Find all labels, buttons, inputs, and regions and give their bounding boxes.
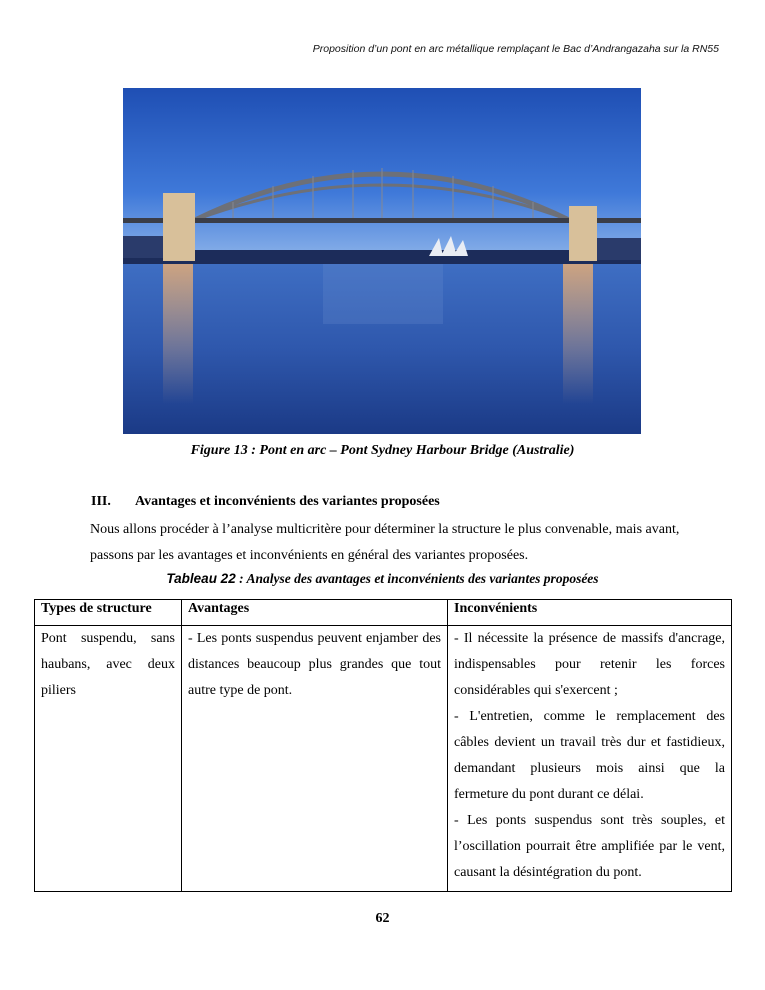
header-avantages: Avantages xyxy=(182,600,448,626)
bridge-photo-icon xyxy=(123,88,641,434)
cell-inconvenients xyxy=(448,626,732,892)
section-title: Avantages et inconvénients des variantes proposées xyxy=(135,494,440,509)
cell-type: Pont suspendu, sans haubans, avec deux piliers xyxy=(35,626,182,892)
header-inconvenients: Inconvénients xyxy=(448,600,732,626)
header-types: Types de structure xyxy=(35,600,182,626)
section-paragraph: Nous allons procéder à l’analyse multicritère pour déterminer la structure le plus convenable, mais avant, passons par les avantages et inconvénients en général des variantes proposées. xyxy=(90,522,680,563)
running-header: Proposition d’un pont en arc métallique remplaçant le Bac d’Andrangazaha sur la RN55 xyxy=(312,43,719,55)
table-caption xyxy=(0,571,765,587)
table-caption-label: Tableau 22 xyxy=(166,571,236,586)
inconvenient-item: - Les ponts suspendus sont très souples, et l’oscillation pourrait être amplifiée par le vent, causant la désintégration du pont. xyxy=(454,813,725,880)
figure-caption: Figure 13 : Pont en arc – Pont Sydney Harbour Bridge (Australie) xyxy=(190,443,575,458)
analysis-table xyxy=(34,599,732,892)
page-number: 62 xyxy=(375,911,390,926)
section-heading xyxy=(91,494,440,510)
table-caption-text: : Analyse des avantages et inconvénients des variantes proposées xyxy=(235,571,599,586)
section-number: III. xyxy=(91,494,111,509)
inconvenient-item: - L'entretien, comme le remplacement des câbles devient un travail très dur et fastidieux, demandant plusieurs mois ainsi que la fermeture du pont durant ce délai. xyxy=(454,709,725,802)
table-row xyxy=(35,626,732,892)
cell-avantages: - Les ponts suspendus peuvent enjamber des distances beaucoup plus grandes que tout autre type de pont. xyxy=(182,626,448,892)
table-header-row xyxy=(35,600,732,626)
inconvenient-item: - Il nécessite la présence de massifs d'ancrage, indispensables pour retenir les forces considérables qui s'exercent ; xyxy=(454,631,725,698)
